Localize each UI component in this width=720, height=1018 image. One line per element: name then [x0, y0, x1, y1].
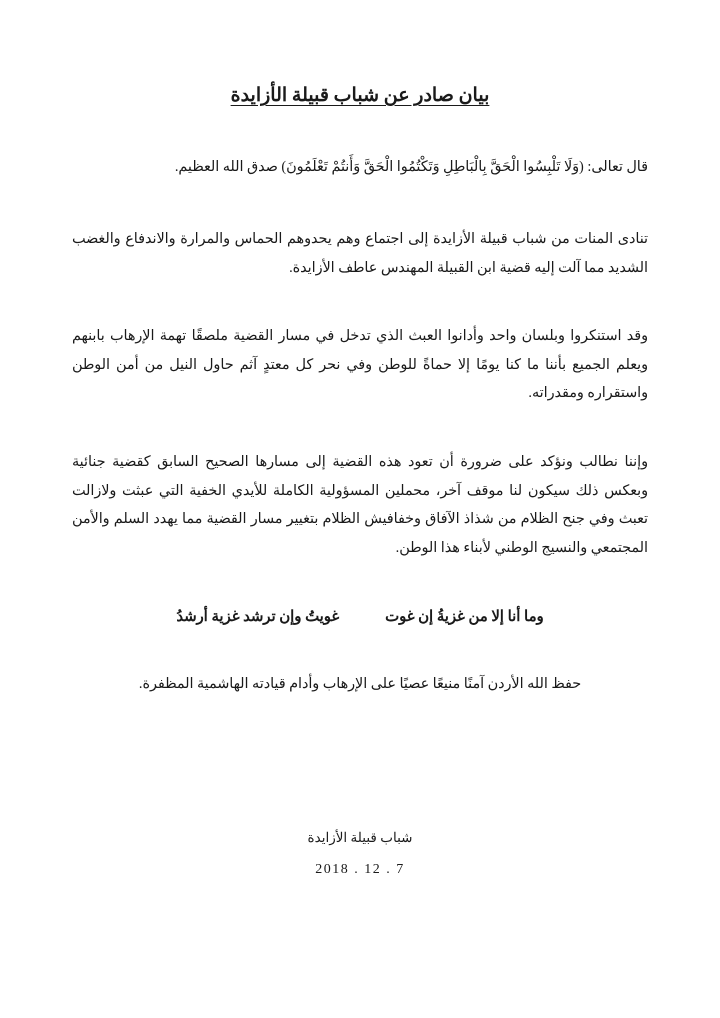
- poem-hemistich-left: غويتُ وإن ترشد غزية أرشدُ: [176, 609, 340, 626]
- body-paragraph-1: تنادى المنات من شباب قبيلة الأزايدة إلى اجتماع وهم يحدوهم الحماس والمرارة والاندفاع والغضب الشديد مما آلت إليه قضية ابن القبيلة المهندس عاطف الأزايدة.: [72, 231, 648, 276]
- body-paragraph-3: وإننا نطالب ونؤكد على ضرورة أن تعود هذه القضية إلى مسارها الصحيح السابق كقضية جنائية وبعكس ذلك سيكون لنا موقف آخر، محملين المسؤولية الكاملة للأيدي الخفية التي عبثت ولازالت تعبث وفي جنح الظلام من شذاذ الآفاق وخفافيش الظلام بتغيير مسار القضية مما يهدد السلم والأمن المجتمعي والنسيج الوطني لأبناء هذا الوطن.: [72, 454, 648, 556]
- poem-verse: [72, 608, 648, 626]
- closing-paragraph: حفظ الله الأردن آمنًا منيعًا عصيًا على الإرهاب وأدام قيادته الهاشمية المظفرة.: [138, 676, 582, 693]
- body-paragraph-2: وقد استنكروا وبلسان واحد وأدانوا العبث الذي تدخل في مسار القضية ملصقًا تهمة الإرهاب بابنهم ويعلم الجميع بأننا ما كنا يومًا إلا حماةً للوطن وفي نحر كل معتدٍ آثم حاول النيل من أمن الوطن واستقراره ومقدراته.: [72, 328, 648, 402]
- signature-name: شباب قبيلة الأزايدة: [307, 830, 413, 845]
- signature-block: [72, 826, 648, 878]
- quran-verse-paragraph: قال تعالى: (وَلَا تَلْبِسُوا الْحَقَّ بِالْبَاطِلِ وَتَكْتُمُوا الْحَقَّ وَأَنتُمْ تَعْلَمُونَ) صدق الله العظيم.: [174, 158, 648, 175]
- signature-date: 2018 . 12 . 7: [315, 862, 405, 878]
- page-title: بيان صادر عن شباب قبيلة الأزايدة: [230, 85, 490, 106]
- poem-hemistich-right: وما أنا إلا من غزيةُ إن غوت: [385, 609, 544, 626]
